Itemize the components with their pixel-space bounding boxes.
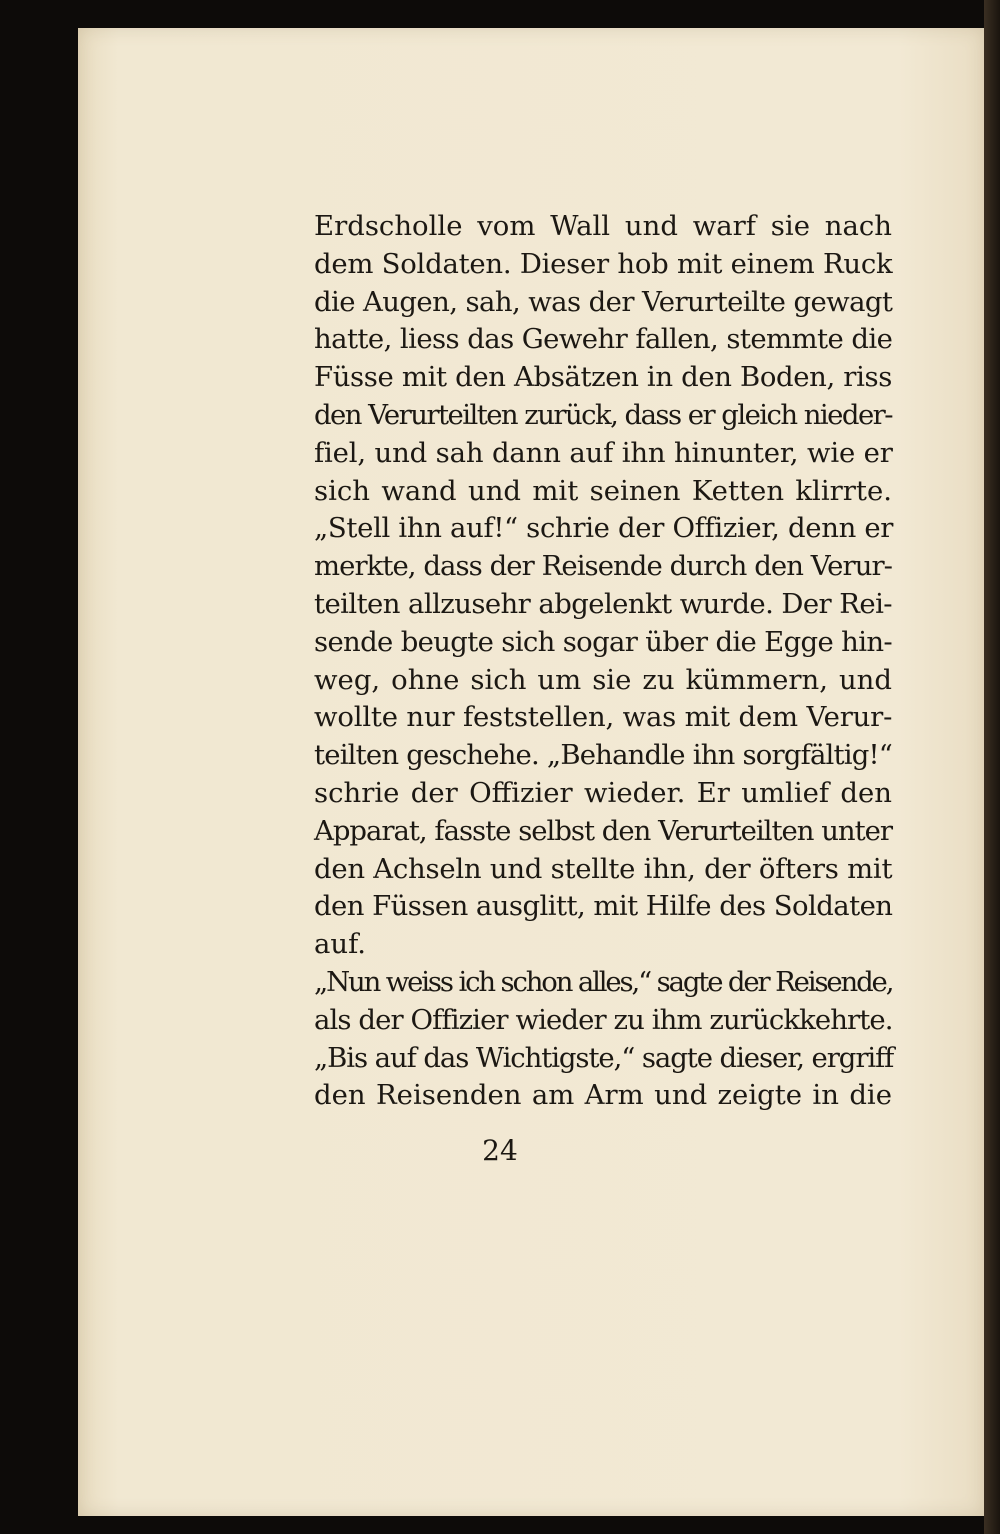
text-line: auf. [314, 928, 367, 961]
text-line: hatte, liess das Gewehr fallen, stemmte die [314, 323, 893, 356]
text-line: den Reisenden am Arm und zeigte in die [314, 1079, 892, 1112]
text-line: wollte nur feststellen, was mit dem Verur- [314, 701, 893, 734]
text-line: merkte, dass der Reisende durch den Verur- [314, 550, 892, 583]
paragraph-1 [314, 208, 892, 964]
text-line: die Augen, sah, was der Verurteilte gewagt [314, 285, 893, 318]
text-line: Füsse mit den Absätzen in den Boden, riss [314, 361, 892, 394]
text-line: „Stell ihn auf!“ schrie der Offizier, denn er [314, 512, 894, 545]
text-line: Apparat, fasste selbst den Verurteilten unter [314, 814, 892, 847]
text-line: sende beugte sich sogar über die Egge hin- [314, 625, 892, 658]
text-line: „Nun weiss ich schon alles,“ sagte der Reisende, [314, 965, 893, 998]
body-text [314, 208, 892, 1115]
paragraph-2 [314, 964, 892, 1115]
text-line: den Verurteilten zurück, dass er gleich nieder- [314, 398, 892, 431]
text-line: Erdscholle vom Wall und warf sie nach [314, 210, 892, 242]
text-line: teilten allzusehr abgelenkt wurde. Der Rei- [314, 587, 893, 620]
text-line: weg, ohne sich um sie zu kümmern, und [314, 663, 892, 696]
page-number: 24 [482, 1134, 518, 1167]
book-spine-edge [984, 0, 1000, 1534]
text-line: als der Offizier wieder zu ihm zurückkehrte. [314, 1003, 893, 1036]
text-line: schrie der Offizier wieder. Er umlief den [314, 776, 892, 809]
text-line: dem Soldaten. Dieser hob mit einem Ruck [314, 247, 893, 280]
text-line: sich wand und mit seinen Ketten klirrte. [314, 474, 892, 507]
text-line: den Füssen ausglitt, mit Hilfe des Soldaten [314, 890, 893, 923]
text-line: „Bis auf das Wichtigste,“ sagte dieser, ergriff [314, 1041, 894, 1074]
text-line: den Achseln und stellte ihn, der öfters mit [314, 852, 893, 885]
text-line: teilten geschehe. „Behandle ihn sorgfältig!“ [314, 739, 892, 772]
text-line: fiel, und sah dann auf ihn hinunter, wie er [314, 436, 893, 469]
